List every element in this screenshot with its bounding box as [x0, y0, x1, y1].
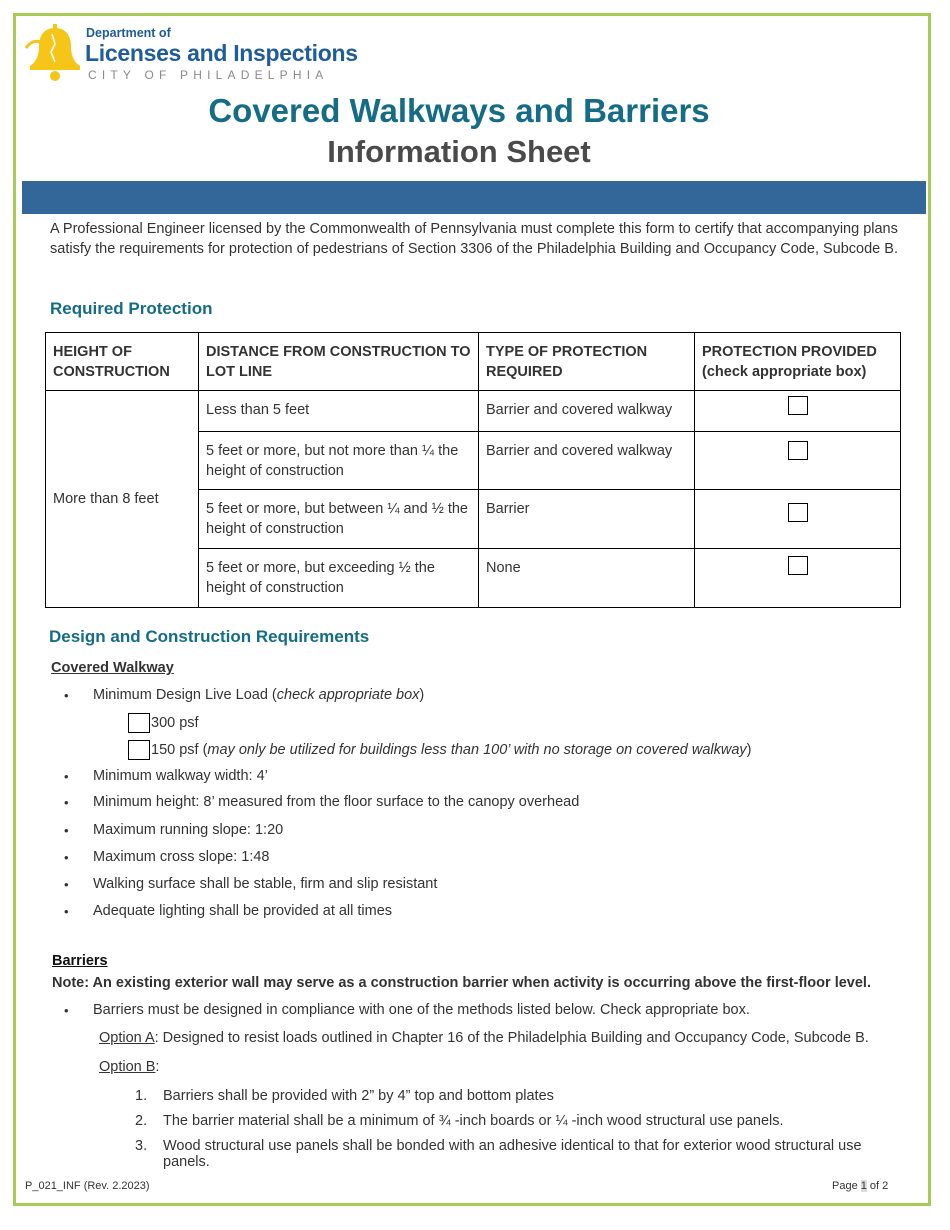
header-type: TYPE OF PROTECTION REQUIRED [479, 333, 695, 391]
bullet-dot: • [64, 688, 69, 703]
page-indicator: Page 1 of 2 [832, 1180, 889, 1192]
required-protection-heading: Required Protection [50, 299, 213, 318]
protection-checkbox-1[interactable] [788, 396, 808, 415]
distance-cell: 5 feet or more, but exceeding ½ the height of construction [199, 549, 479, 608]
live-load-150-checkbox[interactable] [128, 740, 150, 760]
list-item: Walking surface shall be stable, firm and slip resistant [93, 876, 438, 892]
header-distance: DISTANCE FROM CONSTRUCTION TO LOT LINE [199, 333, 479, 391]
protection-checkbox-2[interactable] [788, 441, 808, 460]
page-title: Covered Walkways and Barriers [208, 92, 710, 129]
list-item: Maximum running slope: 1:20 [93, 822, 284, 838]
bullet-dot: • [64, 1003, 69, 1018]
barriers-subheading: Barriers [52, 953, 108, 969]
bullet-dot: • [64, 877, 69, 892]
list-number: 1. [135, 1088, 148, 1104]
provided-cell [695, 490, 901, 549]
live-load-300-checkbox[interactable] [128, 713, 150, 733]
numbered-item: Wood structural use panels shall be bonded with an adhesive identical to that for exterior wood structural use panels. [163, 1138, 862, 1170]
list-item: Adequate lighting shall be provided at all times [93, 903, 393, 919]
option-b-label: Option B [99, 1059, 156, 1075]
provided-cell [695, 549, 901, 608]
list-item: Minimum height: 8’ measured from the floor surface to the canopy overhead [93, 794, 580, 810]
option-a: Option A: Designed to resist loads outlined in Chapter 16 of the Philadelphia Building and Occupancy Code, Subcode B. [99, 1030, 869, 1046]
bullet-dot: • [64, 795, 69, 810]
type-cell: Barrier [479, 490, 695, 549]
bullet-dot: • [64, 850, 69, 865]
distance-cell: 5 feet or more, but between ¼ and ½ the height of construction [199, 490, 479, 549]
list-item: Maximum cross slope: 1:48 [93, 849, 270, 865]
liberty-bell-icon [24, 20, 82, 84]
provided-cell [695, 432, 901, 490]
option-a-label: Option A [99, 1030, 155, 1046]
height-cell: More than 8 feet [46, 391, 199, 608]
numbered-item: Barriers shall be provided with 2” by 4” top and bottom plates [163, 1088, 554, 1104]
protection-checkbox-4[interactable] [788, 556, 808, 575]
type-cell: Barrier and covered walkway [479, 391, 695, 432]
table-row [46, 391, 901, 432]
live-load-150-label: 150 psf (may only be utilized for buildings less than 100’ with no storage on covered walkway) [151, 742, 752, 758]
option-b: Option B: [99, 1059, 160, 1075]
list-item: Minimum walkway width: 4’ [93, 768, 268, 784]
list-number: 2. [135, 1113, 148, 1129]
department-logo [24, 18, 364, 86]
barriers-note: Note: An existing exterior wall may serve as a construction barrier when activity is occurring above the first-floor level. [52, 975, 871, 991]
header-divider-bar [22, 181, 926, 214]
header-height: HEIGHT OF CONSTRUCTION [46, 333, 199, 391]
covered-walkway-subheading: Covered Walkway [51, 660, 174, 676]
logo-city-label: CITY OF PHILADELPHIA [88, 68, 329, 82]
logo-department-label: Department of [86, 26, 171, 40]
bullet-dot: • [64, 904, 69, 919]
provided-cell [695, 391, 901, 432]
live-load-300-label: 300 psf [151, 715, 199, 731]
required-protection-table [45, 332, 901, 608]
list-item-barrier-methods: Barriers must be designed in compliance with one of the methods listed below. Check appropriate box. [93, 1002, 750, 1018]
bullet-dot: • [64, 769, 69, 784]
type-cell: None [479, 549, 695, 608]
list-number: 3. [135, 1138, 148, 1154]
table-header-row [46, 333, 901, 391]
intro-paragraph: A Professional Engineer licensed by the Commonwealth of Pennsylvania must complete this form to certify that accompanying plans satisfy the requirements for protection of pedestrians of Section 3306 of the Philadelphia Building and Occupancy Code, Subcode B. [50, 221, 898, 257]
list-item-live-load: Minimum Design Live Load (check appropriate box) [93, 687, 425, 703]
form-id: P_021_INF (Rev. 2.2023) [25, 1180, 150, 1192]
distance-cell: Less than 5 feet [199, 391, 479, 432]
design-requirements-heading: Design and Construction Requirements [49, 627, 370, 646]
protection-checkbox-3[interactable] [788, 503, 808, 522]
logo-department-name: Licenses and Inspections [85, 40, 358, 66]
header-provided: PROTECTION PROVIDED (check appropriate box) [695, 333, 901, 391]
distance-cell: 5 feet or more, but not more than ¼ the height of construction [199, 432, 479, 490]
numbered-item: The barrier material shall be a minimum of ¾ -inch boards or ¼ -inch wood structural use panels. [163, 1113, 784, 1129]
bullet-dot: • [64, 823, 69, 838]
type-cell: Barrier and covered walkway [479, 432, 695, 490]
page-subtitle: Information Sheet [327, 134, 591, 169]
